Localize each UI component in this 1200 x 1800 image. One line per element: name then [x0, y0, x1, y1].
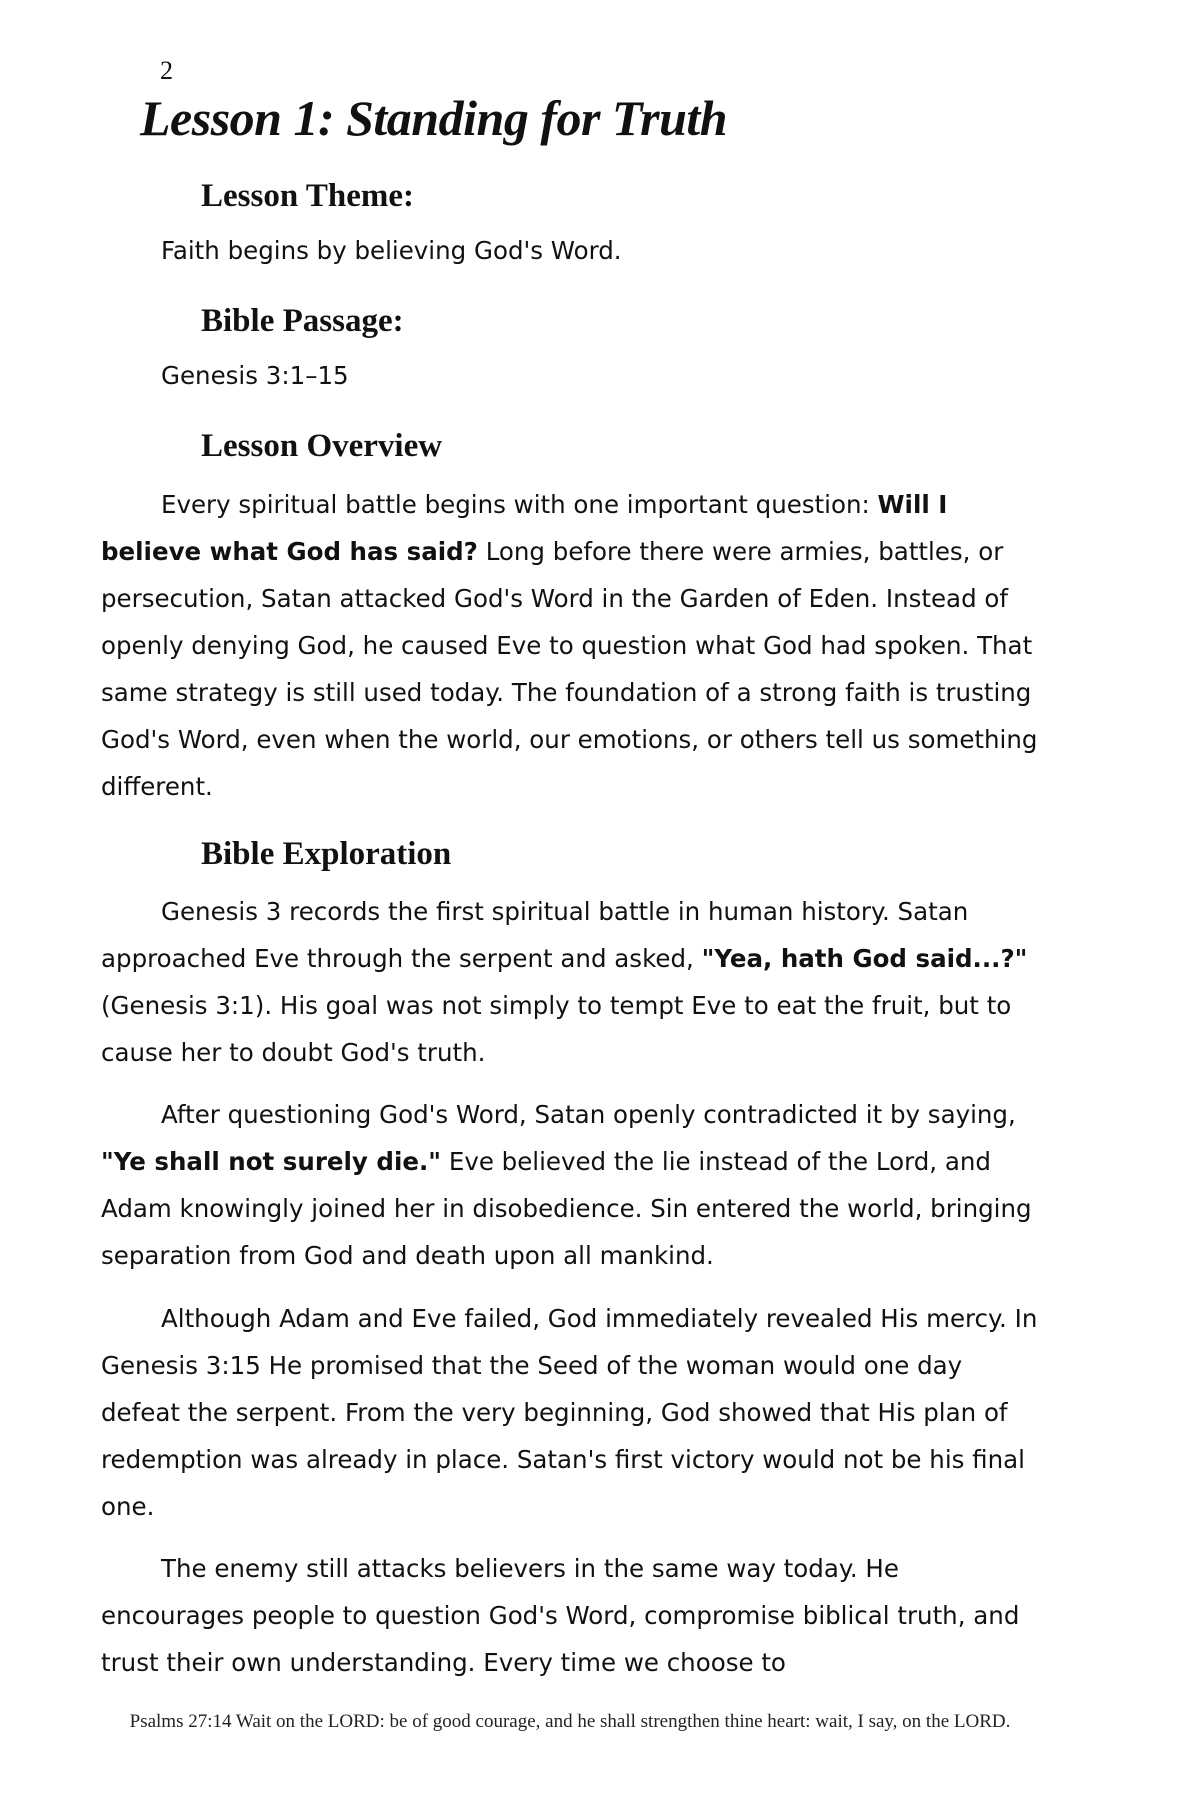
exploration-paragraph-1 — [101, 888, 1041, 1076]
lesson-overview-heading: Lesson Overview — [201, 428, 443, 464]
exploration-p2-text-start: After questioning God's Word, Satan openly contradicted it by saying, — [161, 1100, 1016, 1129]
exploration-paragraph-3: Although Adam and Eve failed, God immediately revealed His mercy. In Genesis 3:15 He promised that the Seed of the woman would one day defeat the serpent. From the very beginning, God showed that His plan of redemption was already in place. Satan's first victory would not be his final one. — [101, 1304, 1038, 1521]
lesson-theme-text: Faith begins by believing God's Word. — [161, 236, 622, 265]
bible-exploration-heading: Bible Exploration — [201, 836, 452, 872]
overview-emphasis: Will I believe what God has said? — [101, 490, 948, 566]
exploration-p1-text-start: Genesis 3 records the first spiritual battle in human history. Satan approached Eve through the serpent and asked, — [101, 897, 969, 973]
footer-verse: Psalms 27:14 Wait on the LORD: be of good courage, and he shall strengthen thine heart: wait, I say, on the LORD. — [129, 1711, 1011, 1732]
exploration-p1-quote: "Yea, hath God said...?" — [701, 944, 1028, 973]
lesson-title: Lesson 1: Standing for Truth — [140, 90, 728, 146]
exploration-p2-quote: "Ye shall not surely die." — [101, 1147, 442, 1176]
lesson-theme-heading: Lesson Theme: — [201, 178, 414, 214]
overview-paragraph — [101, 481, 1041, 810]
overview-text-start: Every spiritual battle begins with one important question: — [161, 490, 878, 519]
exploration-paragraph-4: The enemy still attacks believers in the same way today. He encourages people to question God's Word, compromise biblical truth, and trust their own understanding. Every time we choose to — [101, 1554, 1020, 1677]
bible-passage-heading: Bible Passage: — [201, 303, 404, 339]
page-number: 2 — [160, 56, 173, 85]
overview-text-end: Long before there were armies, battles, or persecution, Satan attacked God's Word in the Garden of Eden. Instead of openly denying God, he caused Eve to question what God had spoken. That same strategy is still used today. The foundation of a strong faith is trusting God's Word, even when the world, our emotions, or others tell us something different. — [101, 537, 1038, 801]
exploration-p1-text-end: (Genesis 3:1). His goal was not simply to tempt Eve to eat the fruit, but to cause her to doubt God's truth. — [101, 991, 1012, 1067]
exploration-paragraph-2 — [101, 1091, 1041, 1279]
bible-passage-text: Genesis 3:1–15 — [161, 361, 349, 390]
exploration-p2-text-end: Eve believed the lie instead of the Lord, and Adam knowingly joined her in disobedience. Sin entered the world, bringing separation from God and death upon all mankind. — [101, 1147, 1032, 1270]
